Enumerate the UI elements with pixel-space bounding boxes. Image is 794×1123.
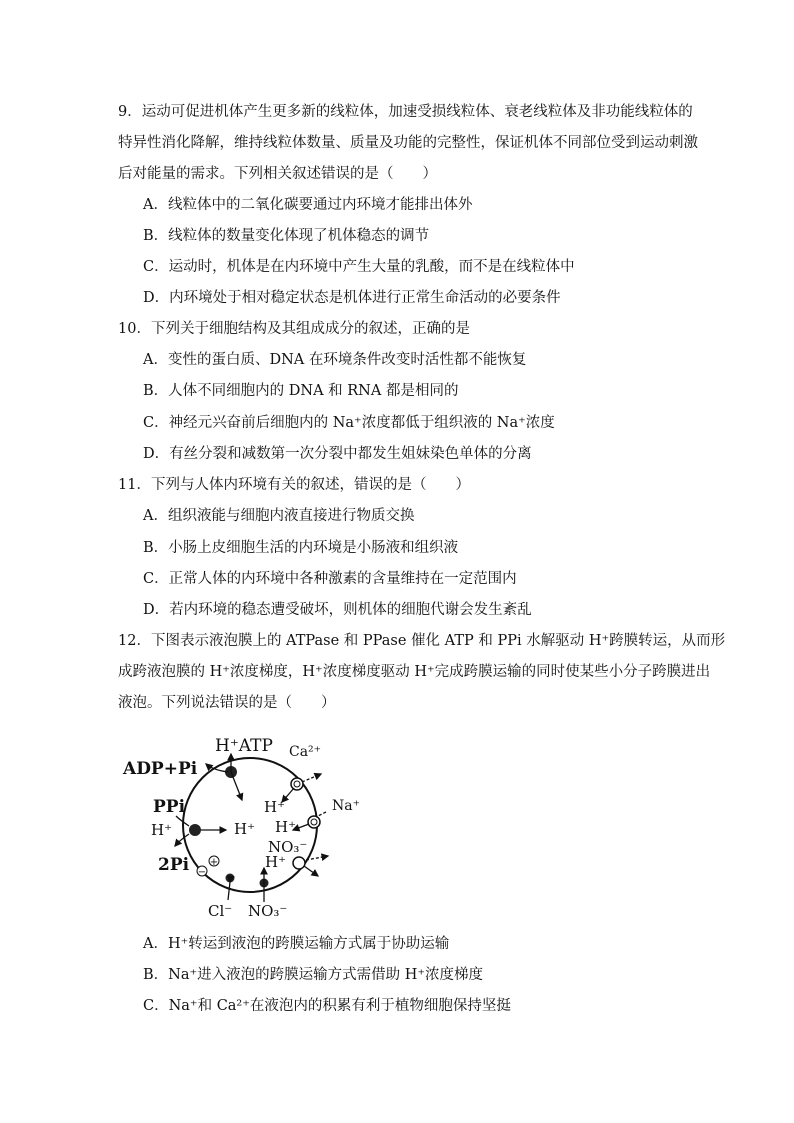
no3-transporter (293, 857, 305, 869)
label-h-low: H⁺ (265, 853, 286, 871)
label-na: Na⁺ (332, 798, 360, 814)
ppase-pump (189, 824, 201, 836)
q10-option-c: C．神经元兴奋前后细胞内的 Na⁺浓度都低于组织液的 Na⁺浓度 (143, 415, 555, 431)
label-cl: Cl⁻ (208, 902, 233, 920)
q12-option-a: A．H⁺转运到液泡的跨膜运输方式属于协助运输 (143, 936, 450, 952)
q12-option-c: C．Na⁺和 Ca²⁺在液泡内的积累有利于植物细胞保持坚挺 (143, 998, 511, 1014)
label-2pi: 2Pi (158, 855, 190, 875)
plus-charge: + (209, 857, 219, 868)
label-h-left: H⁺ (151, 821, 172, 839)
q9-option-a: A．线粒体中的二氧化碳要通过内环境才能排出体外 (143, 197, 473, 213)
label-no3-bottom: NO₃⁻ (248, 902, 288, 920)
q10-option-d: D．有丝分裂和减数第一次分裂中都发生姐妹染色单体的分离 (143, 446, 532, 462)
q12-option-b: B．Na⁺进入液泡的跨膜运输方式需借助 H⁺浓度梯度 (143, 967, 484, 983)
ca-antiporter (291, 778, 303, 790)
label-h-inner: H⁺ (234, 820, 255, 838)
q9-stem-line3: 后对能量的需求。下列相关叙述错误的是（ ） (118, 166, 437, 182)
label-h-mid: H⁺ (275, 818, 296, 836)
vacuole-transport-diagram (118, 728, 378, 923)
cl-channel (226, 874, 235, 883)
q11-option-a: A．组织液能与细胞内液直接进行物质交换 (143, 508, 415, 524)
label-ca: Ca²⁺ (289, 744, 322, 760)
q11-option-c: C．正常人体的内环境中各种激素的含量维持在一定范围内 (143, 571, 517, 587)
label-ppi: PPi (153, 797, 186, 817)
q9-stem-line2: 特异性消化降解，维持线粒体数量、质量及功能的完整性，保证机体不同部位受到运动刺激 (118, 135, 698, 151)
label-adp-pi: ADP+Pi (123, 759, 198, 779)
q9-option-c: C．运动时，机体是在内环境中产生大量的乳酸，而不是在线粒体中 (143, 259, 575, 275)
q11-stem: 11．下列与人体内环境有关的叙述，错误的是（ ） (118, 477, 470, 493)
q10-option-a: A．变性的蛋白质、DNA 在环境条件改变时活性都不能恢复 (143, 352, 527, 368)
q11-option-d: D．若内环境的稳态遭受破坏，则机体的细胞代谢会发生紊乱 (143, 602, 532, 618)
q9-option-d: D．内环境处于相对稳定状态是机体进行正常生命活动的必要条件 (143, 290, 561, 306)
na-antiporter (308, 816, 320, 828)
minus-charge: − (197, 867, 207, 878)
q11-option-b: B．小肠上皮细胞生活的内环境是小肠液和组织液 (143, 540, 459, 556)
q10-stem: 10．下列关于细胞结构及其组成成分的叙述，正确的是 (118, 321, 470, 337)
q10-option-b: B．人体不同细胞内的 DNA 和 RNA 都是相同的 (143, 383, 459, 399)
q9-stem-line1: 9．运动可促进机体产生更多新的线粒体，加速受损线粒体、衰老线粒体及非功能线粒体的 (118, 104, 693, 120)
q9-option-b: B．线粒体的数量变化体现了机体稳态的调节 (143, 228, 430, 244)
q12-stem-line3: 液泡。下列说法错误的是（ ） (118, 695, 336, 711)
q12-stem-line1: 12．下图表示液泡膜上的 ATPase 和 PPase 催化 ATP 和 PPi 水解驱动 H⁺跨膜转运，从而形 (118, 633, 726, 649)
label-h-atp: H⁺ATP (215, 736, 273, 756)
label-no3-inner: NO₃⁻ (268, 838, 308, 856)
label-h-upper: H⁺ (264, 798, 285, 816)
q12-stem-line2: 成跨液泡膜的 H⁺浓度梯度，H⁺浓度梯度驱动 H⁺完成跨膜运输的同时使某些小分子跨膜进出 (118, 664, 711, 680)
